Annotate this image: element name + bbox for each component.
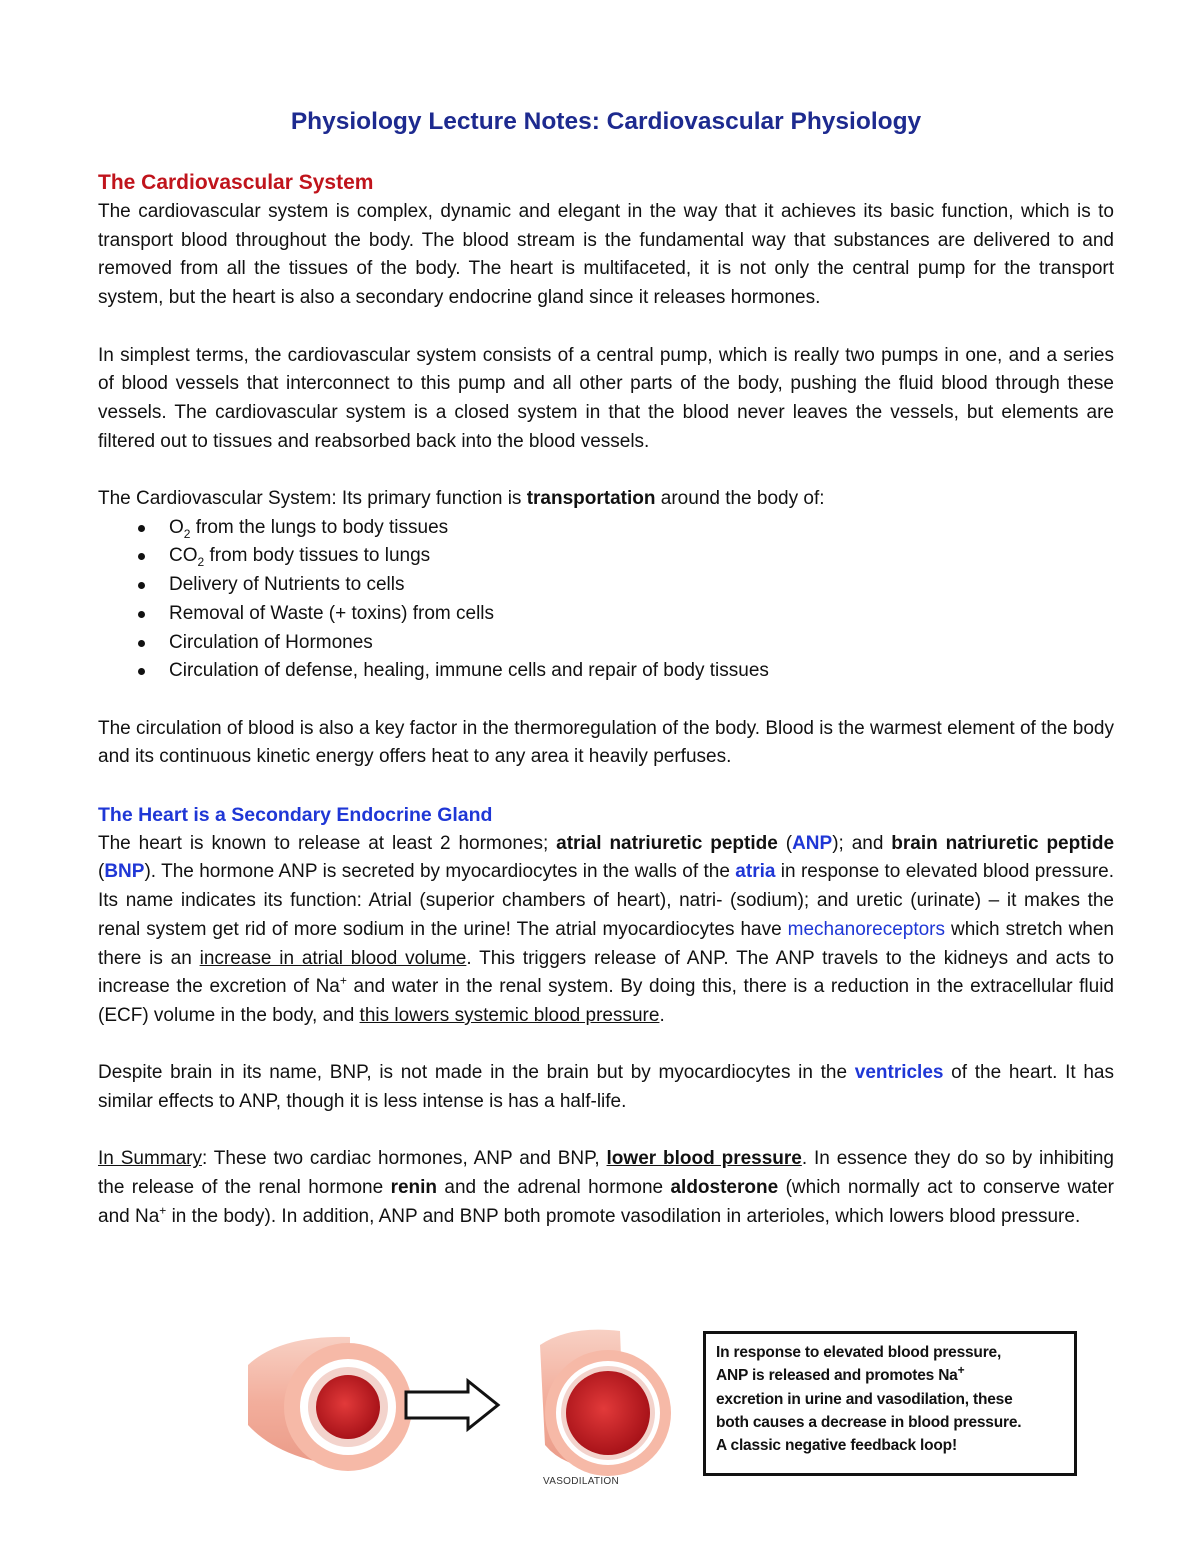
section-heading-endocrine-gland: The Heart is a Secondary Endocrine Gland [98, 803, 493, 826]
vessel-illustration [240, 1325, 680, 1495]
list-item: Removal of Waste (+ toxins) from cells [138, 600, 1114, 629]
paragraph-bnp: Despite brain in its name, BNP, is not made in the brain but by myocardiocytes in the ventricles of the heart. It has similar effects to ANP, though it is less intense is has a half-life. [98, 1062, 1114, 1113]
list-item: $O_2$ from the lungs to body tissues [138, 514, 1114, 543]
constricted-vessel [248, 1337, 412, 1471]
vasodilation-label: VASODILATION [543, 1476, 620, 1487]
document-body [98, 104, 1114, 1232]
list-item: Circulation of Hormones [138, 629, 1114, 658]
list-item: $CO_2$ from body tissues to lungs [138, 542, 1114, 571]
section-heading-cardiovascular-system: The Cardiovascular System [98, 171, 374, 194]
page-title: Physiology Lecture Notes: Cardiovascular Physiology [290, 108, 922, 135]
paragraph-intro: The cardiovascular system is complex, dynamic and elegant in the way that it achieves its basic function, which is to transport blood throughout the body. The blood stream is the fundamental way that substances are delivered to and removed from all the tissues of the body. The heart is multifaceted, it is not only the central pump for the transport system, but the heart is also a secondary endocrine gland since it releases hormones. [98, 201, 1114, 309]
paragraph-summary: In Summary: These two cardiac hormones, ANP and BNP, lower blood pressure. In essence they do so by inhibiting the release of the renal hormone renin and the adrenal hormone aldosterone (which normally act to conserve water and Na+ in the body). In addition, ANP and BNP both promote vasodilation in arterioles, which lowers blood pressure. [98, 1148, 1114, 1227]
paragraph-primary-function: The Cardiovascular System: Its primary function is transportation around the body of: [98, 488, 825, 509]
paragraph-simplest-terms: In simplest terms, the cardiovascular system consists of a central pump, which is really two pumps in one, and a series of blood vessels that interconnect to this pump and all other parts of the body, pushing the fluid blood through these vessels. The cardiovascular system is a closed system in that the blood never leaves the vessels, but elements are filtered out to tissues and reabsorbed back into the blood vessels. [98, 344, 1114, 452]
list-item: Delivery of Nutrients to cells [138, 571, 1114, 600]
dilated-vessel [540, 1330, 671, 1476]
function-list [98, 514, 1114, 686]
paragraph-thermoregulation: The circulation of blood is also a key factor in the thermoregulation of the body. Blood is the warmest element of the body and its continuous kinetic energy offers heat to any area it heavily perfuses. [98, 717, 1114, 768]
paragraph-anp-bnp: The heart is known to release at least 2 hormones; atrial natriuretic peptide (ANP); and brain natriuretic peptide (BNP). The hormone ANP is secreted by myocardiocytes in the walls of the atria in response to elevated blood pressure. Its name indicates its function: Atrial (superior chambers of heart), natri- (sodium); and uretic (urinate) – it makes the renal system get rid of more sodium in the urine! The atrial myocardiocytes have mechanoreceptors which stretch when there is an increase in atrial blood volume. This triggers release of ANP. The ANP travels to the kidneys and acts to increase the excretion of Na+ and water in the renal system. By doing this, there is a reduction in the extracellular fluid (ECF) volume in the body, and this lowers systemic blood pressure. [98, 832, 1115, 1026]
callout-box: In response to elevated blood pressure, ANP is released and promotes Na+ excretion in urine and vasodilation, these both causes a decrease in blood pressure. A classic negative feedback loop! [703, 1331, 1077, 1476]
list-item: Circulation of defense, healing, immune cells and repair of body tissues [138, 657, 1114, 686]
arrow-right-icon [406, 1381, 498, 1429]
